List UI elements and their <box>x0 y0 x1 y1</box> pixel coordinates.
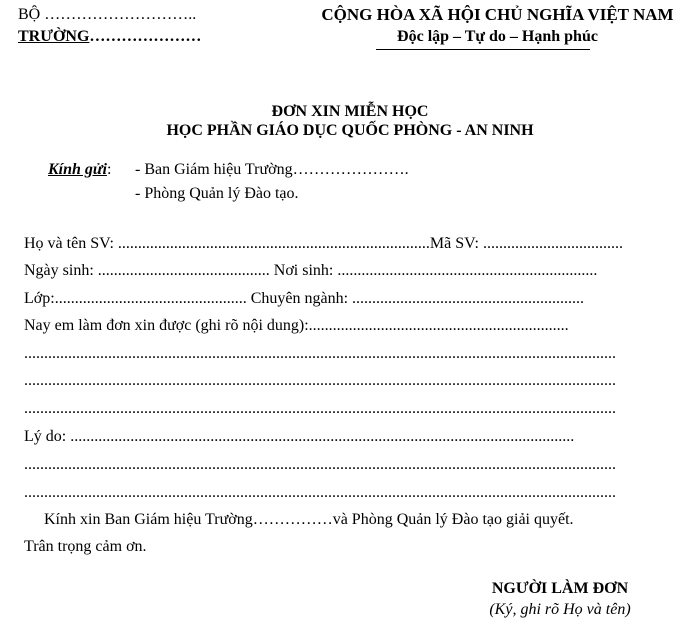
recipient-1: - Ban Giám hiệu Trường…………………. <box>135 161 409 178</box>
recipient-label-text: Kính gửi <box>48 161 107 178</box>
dob-field[interactable]: ........................................... <box>97 262 270 279</box>
name-field[interactable]: .............................................................................. <box>117 235 430 252</box>
reason-row <box>24 428 574 446</box>
form-title: ĐƠN XIN MIỄN HỌC <box>271 103 429 120</box>
signature-note: (Ký, ghi rõ Họ và tên) <box>489 601 631 618</box>
reason-label: Lý do: <box>24 428 71 445</box>
class-field[interactable]: ................................................ <box>54 290 247 307</box>
major-field[interactable]: .......................................................... <box>352 290 585 307</box>
request-line-3[interactable]: .................................................................................................................................................... <box>24 400 616 417</box>
name-row <box>24 235 623 253</box>
class-row <box>24 290 584 308</box>
signature-title: NGƯỜI LÀM ĐƠN <box>491 580 629 597</box>
request-field[interactable]: ................................................................. <box>308 317 569 334</box>
school-prefix: TRƯỜNG <box>18 28 90 45</box>
recipient-2: - Phòng Quản lý Đào tạo. <box>135 185 299 202</box>
closing-request: Kính xin Ban Giám hiệu Trường……………và Phòng Quản lý Đào tạo giải quyết. <box>44 511 574 528</box>
recipient-colon: : <box>106 161 112 178</box>
class-label: Lớp: <box>24 290 55 307</box>
dob-row <box>24 262 597 280</box>
motto-underline <box>376 49 590 50</box>
student-id-label: Mã SV: <box>429 235 483 252</box>
closing-thanks: Trân trọng cảm ơn. <box>24 538 147 555</box>
country-name: CỘNG HÒA XÃ HỘI CHỦ NGHĨA VIỆT NAM <box>321 5 674 24</box>
reason-line-1[interactable]: .................................................................................................................................................... <box>24 456 616 473</box>
name-label: Họ và tên SV: <box>24 235 118 252</box>
dob-label: Ngày sinh: <box>24 262 98 279</box>
school-dots: ………………… <box>89 28 202 45</box>
reason-line-2[interactable]: .................................................................................................................................................... <box>24 484 616 501</box>
motto-text: Độc lập – Tự do – Hạnh phúc <box>397 28 598 45</box>
ministry-line <box>18 6 196 24</box>
major-label: Chuyên ngành: <box>246 290 353 307</box>
reason-field[interactable]: .............................................................................................................................. <box>70 428 575 445</box>
request-row <box>24 317 569 335</box>
request-label: Nay em làm đơn xin được (ghi rõ nội dung): <box>24 317 309 334</box>
birthplace-label: Nơi sinh: <box>269 262 338 279</box>
request-line-1[interactable]: .................................................................................................................................................... <box>24 345 616 362</box>
form-subtitle: HỌC PHẦN GIÁO DỤC QUỐC PHÒNG - AN NINH <box>166 122 534 139</box>
request-line-2[interactable]: .................................................................................................................................................... <box>24 372 616 389</box>
motto-line <box>300 28 695 46</box>
recipient-label <box>48 161 111 179</box>
school-line <box>18 28 201 46</box>
birthplace-field[interactable]: ................................................................. <box>337 262 598 279</box>
student-id-field[interactable]: ................................... <box>482 235 623 252</box>
ministry-text: BỘ ……………………….. <box>18 6 197 23</box>
